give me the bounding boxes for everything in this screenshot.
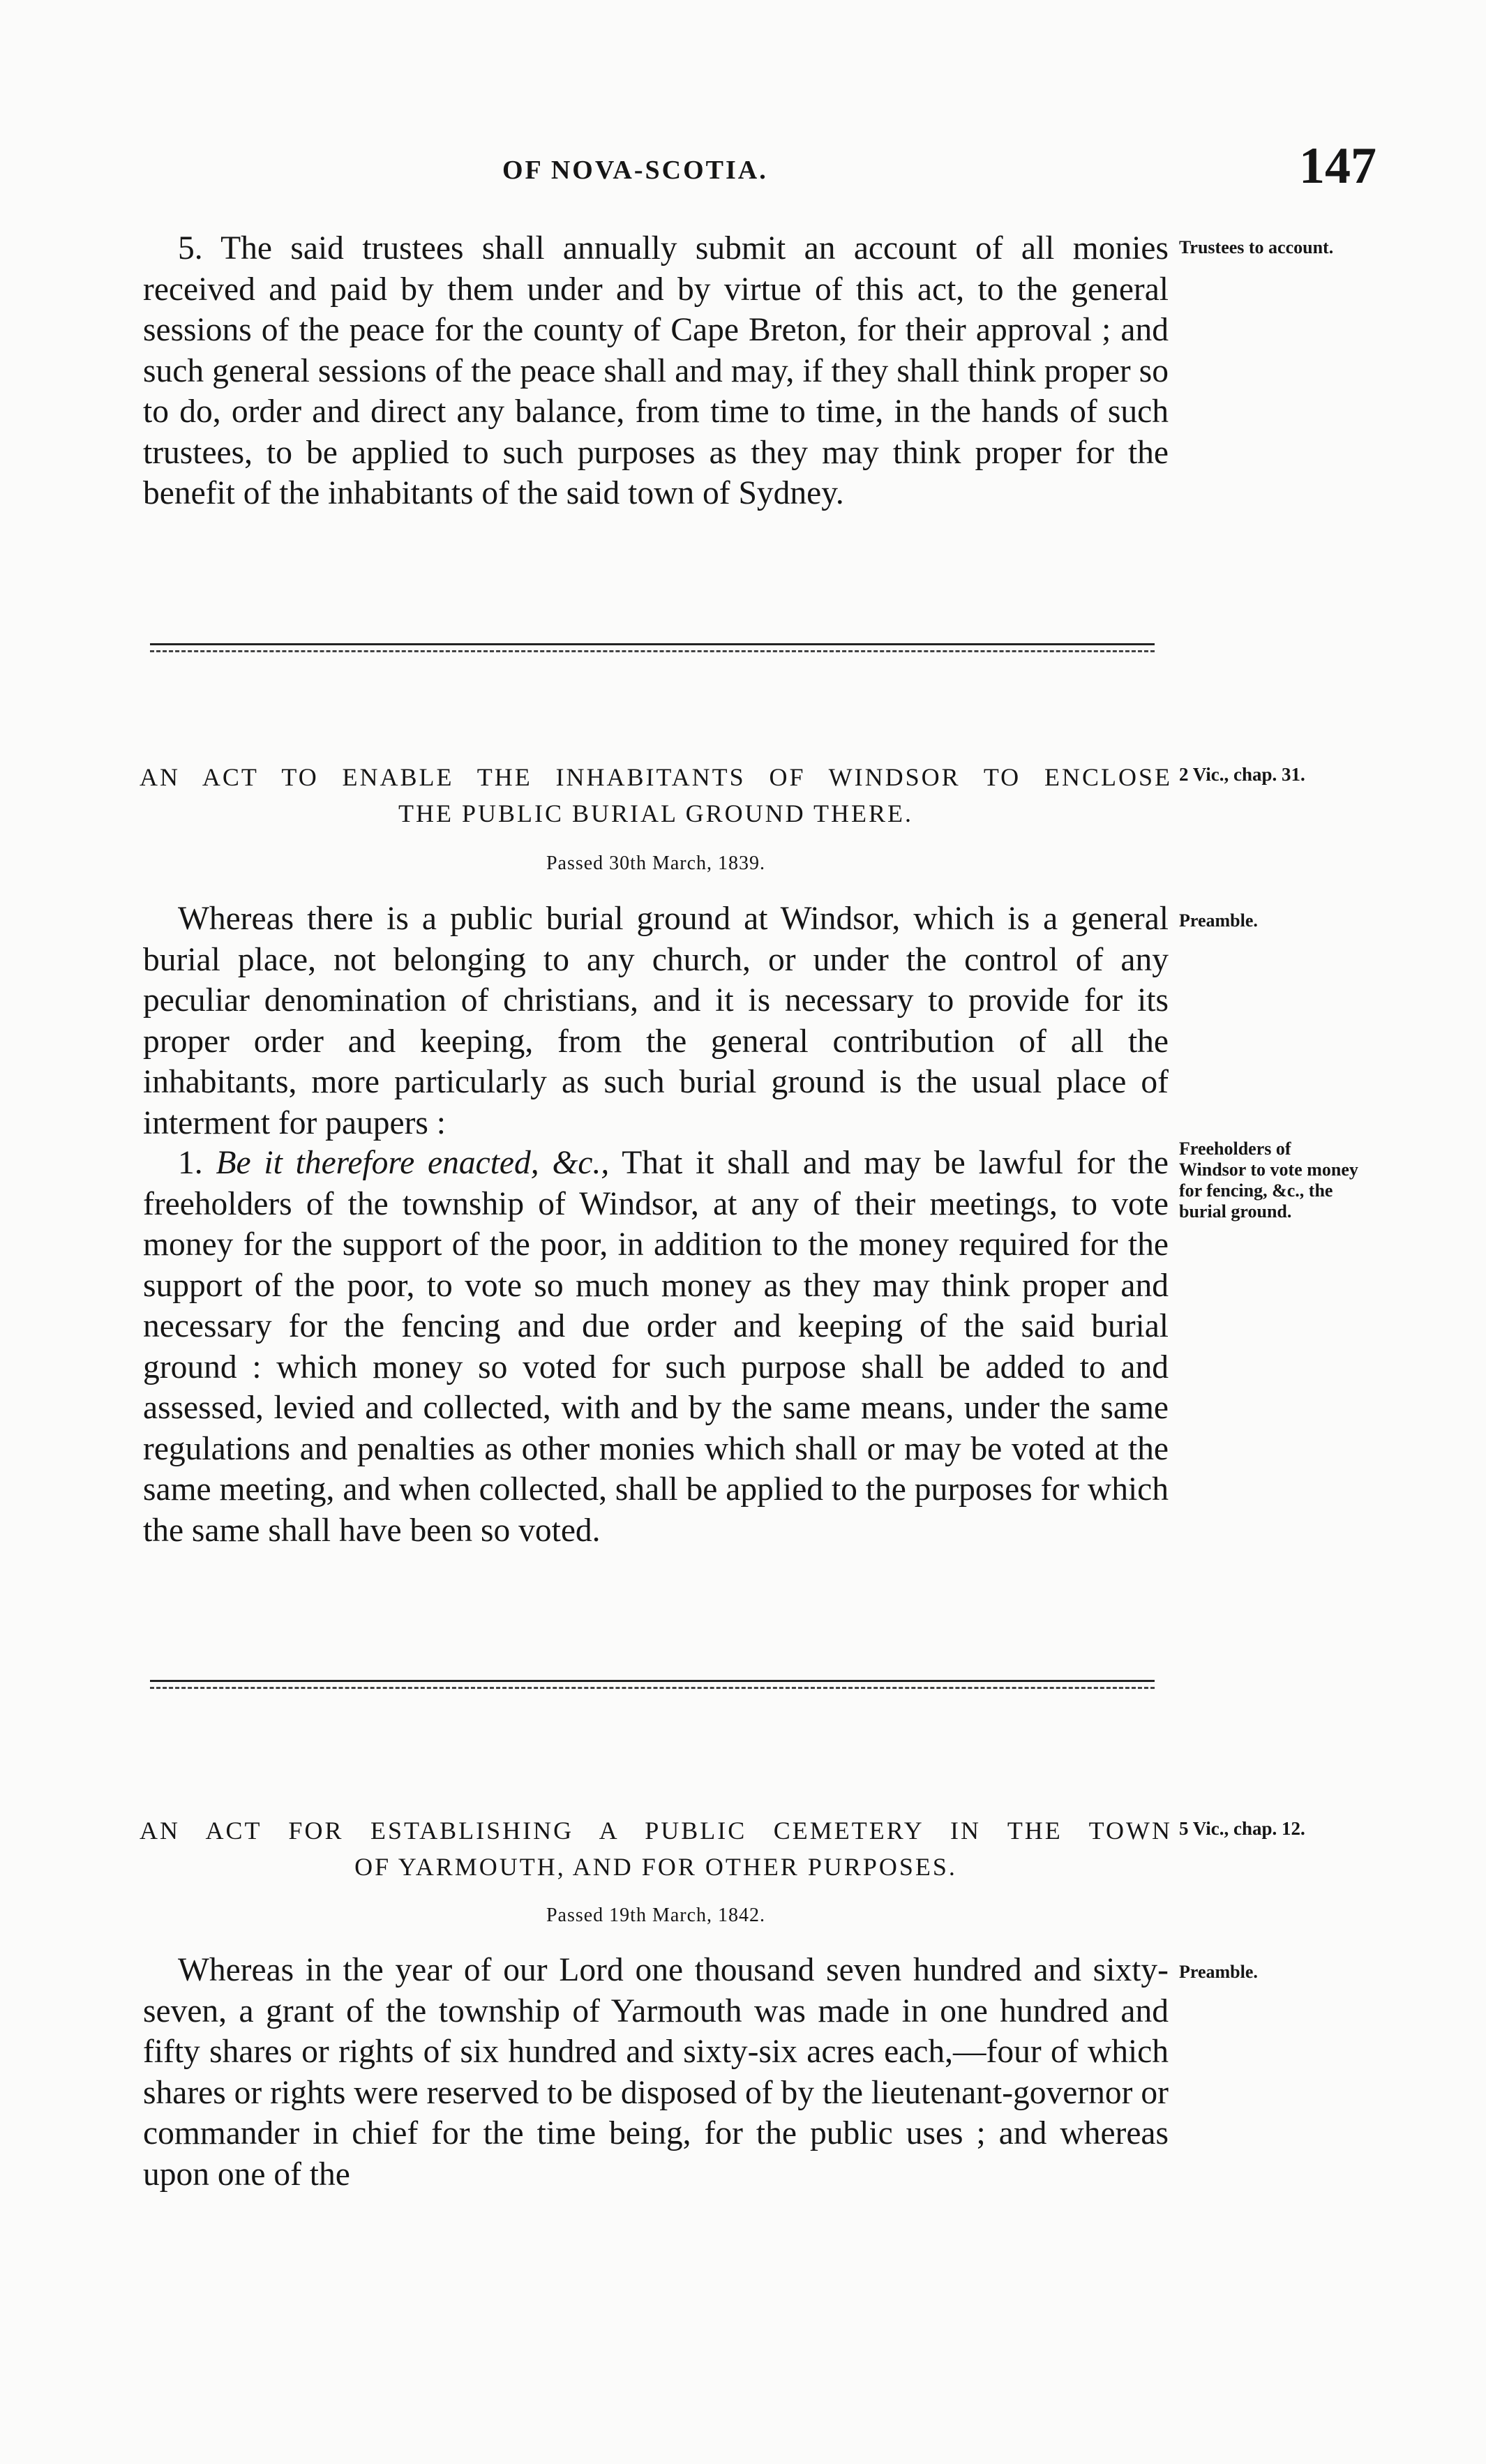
- act-title-line: AN ACT TO ENABLE THE INHABITANTS OF WINDSOR TO ENCLOSE: [140, 763, 1172, 791]
- page-number: 147: [1299, 137, 1376, 195]
- preamble-text: Whereas in the year of our Lord one thousand seven hundred and sixty-seven, a grant of the township of Yarmouth was made in one hundred and fifty shares or rights of six hundred and sixty-six acres each,—four of which shares or rights were reserved to be disposed of by the lieutenant-governor or commander in chief for the time being, for the public uses ; and whereas upon one of the: [143, 1952, 1169, 2193]
- section-number: 1.: [178, 1145, 203, 1181]
- margin-note-trustees: Trustees to account.: [1179, 237, 1334, 257]
- chapter-reference-windsor: 2 Vic., chap. 31.: [1179, 764, 1305, 785]
- running-head: OF NOVA-SCOTIA.: [502, 156, 768, 185]
- chapter-reference-yarmouth: 5 Vic., chap. 12.: [1179, 1818, 1305, 1839]
- section-divider-rule: [150, 1680, 1155, 1694]
- yarmouth-preamble: [143, 1950, 1169, 2195]
- section-5-text: [143, 228, 1169, 514]
- passed-date-windsor: Passed 30th March, 1839.: [546, 852, 766, 874]
- section-divider-rule: [150, 643, 1155, 657]
- act-title-line: OF YARMOUTH, AND FOR OTHER PURPOSES.: [354, 1853, 957, 1881]
- windsor-preamble: [143, 899, 1169, 1143]
- passed-date-yarmouth: Passed 19th March, 1842.: [546, 1905, 766, 1926]
- margin-note-freeholders: Freeholders of Windsor to vote money for fencing, &c., the burial ground.: [1179, 1139, 1358, 1222]
- margin-note-preamble: Preamble.: [1179, 1962, 1258, 1982]
- section-body: That it shall and may be lawful for the freeholders of the township of Windsor, at any of their meetings, to vote money for the support of the poor, in addition to the money required for the support of the poor, to vote so much money as they may think proper and necessary for the fencing and due order and keeping of the said burial ground : which money so voted for such purpose shall be added to and assessed, levied and collected, with and by the same means, under the same regulations and penalties as other monies which shall or may be voted at the same meeting, and when collected, shall be applied to the purposes for which the same shall have been so voted.: [143, 1145, 1169, 1549]
- act-title-line: THE PUBLIC BURIAL GROUND THERE.: [398, 799, 913, 827]
- enacting-clause: Be it therefore enacted, &c.,: [216, 1145, 610, 1181]
- act-title-windsor: [140, 759, 1172, 832]
- windsor-section-1: [143, 1143, 1169, 1551]
- margin-note-preamble: Preamble.: [1179, 910, 1258, 931]
- act-title-yarmouth: [140, 1812, 1172, 1885]
- section-body: The said trustees shall annually submit an account of all monies received and paid by them under and by virtue of this act, to the general sessions of the peace for the county of Cape Breton, for their approval ; and such general sessions of the peace shall and may, if they shall think proper so to do, order and direct any balance, from time to time, in the hands of such trustees, to be applied to such purposes as they may think proper for the benefit of the inhabitants of the said town of Sydney.: [143, 230, 1169, 511]
- section-number: 5.: [178, 230, 203, 266]
- act-title-line: AN ACT FOR ESTABLISHING A PUBLIC CEMETERY IN THE TOWN: [140, 1817, 1172, 1845]
- preamble-text: Whereas there is a public burial ground at Windsor, which is a general burial place, not belonging to any church, or under the control of any peculiar denomination of christians, and it is necessary to provide for its proper order and keeping, from the general contribution of all the inhabitants, more particularly as such burial ground is the usual place of interment for paupers :: [143, 901, 1169, 1141]
